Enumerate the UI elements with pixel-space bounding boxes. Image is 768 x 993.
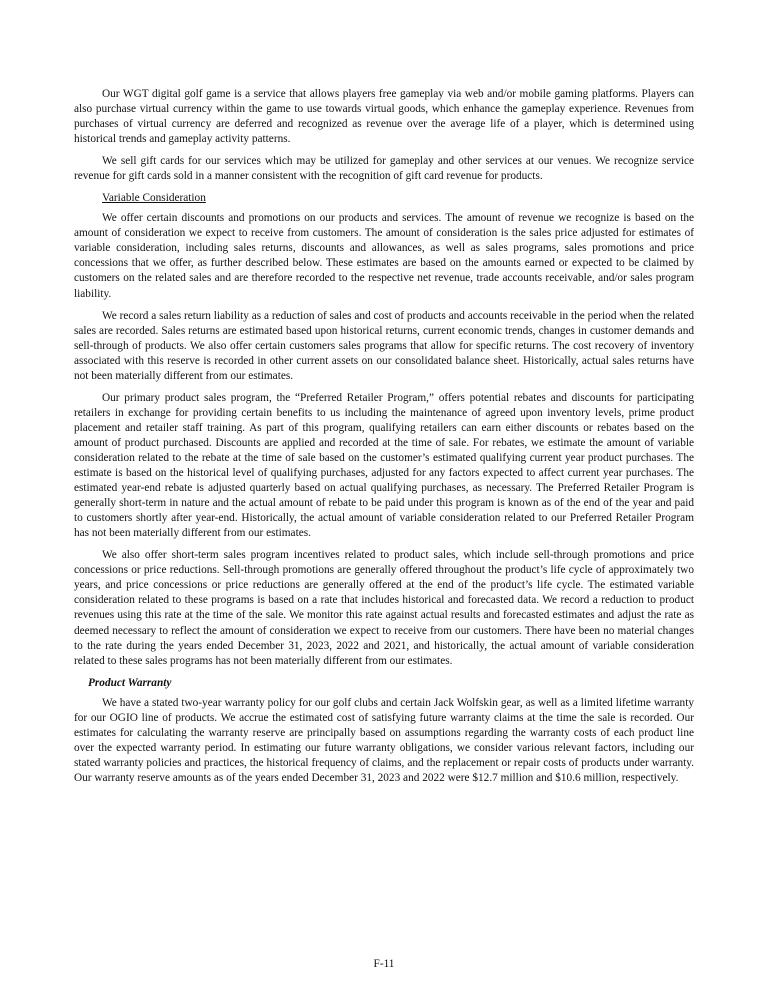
paragraph-short-term-programs: We also offer short-term sales program incentives related to product sales, which include sell-through promotions and price concessions or price reductions. Sell-through promotions are generally offered throughout the product’s life cycle of approximately two years, and price concessions or price reductions are generally offered at the end of the product’s life cycle. The estimated variable consideration related to these programs is based on a rate that includes historical and forecasted data. We record a reduction to product revenues using this rate at the time of the sale. We monitor this rate against actual results and forecasted estimates and adjust the rate as deemed necessary to reflect the amount of consideration we expect to receive from our customers. There have been no material changes to the rate during the years ended December 31, 2023, 2022 and 2021, and historically, the actual amount of variable consideration related to these sales programs has not been materially different from our estimates.: [74, 549, 694, 667]
paragraph-warranty: We have a stated two-year warranty policy for our golf clubs and certain Jack Wolfskin gear, as well as a limited lifetime warranty for our OGIO line of products. We accrue the estimated cost of satisfying future warranty claims at the time the sale is recorded. Our estimates for calculating the warranty reserve are principally based on assumptions regarding the warranty costs of each product line over the expected warranty period. In estimating our future warranty obligations, we consider various relevant factors, including our stated warranty policies and practices, the historical frequency of claims, and the replacement or repair costs of products under warranty. Our warranty reserve amounts as of the years ended December 31, 2023 and 2022 were $12.7 million and $10.6 million, respectively.: [74, 696, 694, 784]
document-body: [74, 87, 694, 793]
paragraph-gift-cards: We sell gift cards for our services which may be utilized for gameplay and other services at our venues. We recognize service revenue for gift cards sold in a manner consistent with the recognition of gift card revenue for products.: [74, 155, 694, 183]
paragraph-sales-returns: We record a sales return liability as a reduction of sales and cost of products and accounts receivable in the period when the related sales are recorded. Sales returns are estimated based upon historical returns, current economic trends, changes in customer demands and sell-through of products. We also offer certain customers sales programs that allow for specific returns. The cost recovery of inventory associated with this reserve is recorded in other current assets on our consolidated balance sheet. Historically, actual sales returns have not been materially different from our estimates.: [74, 309, 694, 382]
paragraph-discounts: We offer certain discounts and promotions on our products and services. The amount of revenue we recognize is based on the amount of consideration we expect to receive from customers. The amount of consideration is the sales price adjusted for estimates of variable consideration, including sales returns, discounts and allowances, as well as sales programs, sales promotions and price concessions that we offer, as further described below. These estimates are based on the amounts earned or expected to be claimed by customers on the related sales and are therefore recorded to the respective net revenue, trade accounts receivable, and/or sales program liability.: [74, 212, 694, 300]
paragraph-preferred-retailer: Our primary product sales program, the “Preferred Retailer Program,” offers potential rebates and discounts for participating retailers in exchange for providing certain benefits to us including the maintenance of agreed upon inventory levels, prime product placement and retailer staff training. As part of this program, qualifying retailers can earn either discounts or rebates based on the amount of product purchased. Discounts are applied and recorded at the time of sale. For rebates, we estimate the amount of variable consideration related to the rebate at the time of sale based on the customer’s estimated qualifying current year product purchases. The estimate is based on the historical level of qualifying purchases, adjusted for any factors expected to affect current year purchases. The estimated year-end rebate is adjusted quarterly based on actual qualifying purchases, as necessary. The Preferred Retailer Program is generally short-term in nature and the actual amount of rebate to be paid under this program is known as of the end of the year and paid to customers shortly after year-end. Historically, the actual amount of variable consideration related to our Preferred Retailer Program has not been materially different from our estimates.: [74, 391, 694, 540]
page-number: F-11: [373, 958, 395, 970]
paragraph-wgt-game: Our WGT digital golf game is a service that allows players free gameplay via web and/or mobile gaming platforms. Players can also purchase virtual currency within the game to use towards virtual goods, which enhance the gameplay experience. Revenues from purchases of virtual currency are deferred and recognized as revenue over the average life of a player, which is determined using historical trends and gameplay activity patterns.: [74, 88, 694, 146]
heading-variable-consideration: Variable Consideration: [102, 192, 206, 205]
heading-product-warranty: Product Warranty: [88, 676, 172, 689]
